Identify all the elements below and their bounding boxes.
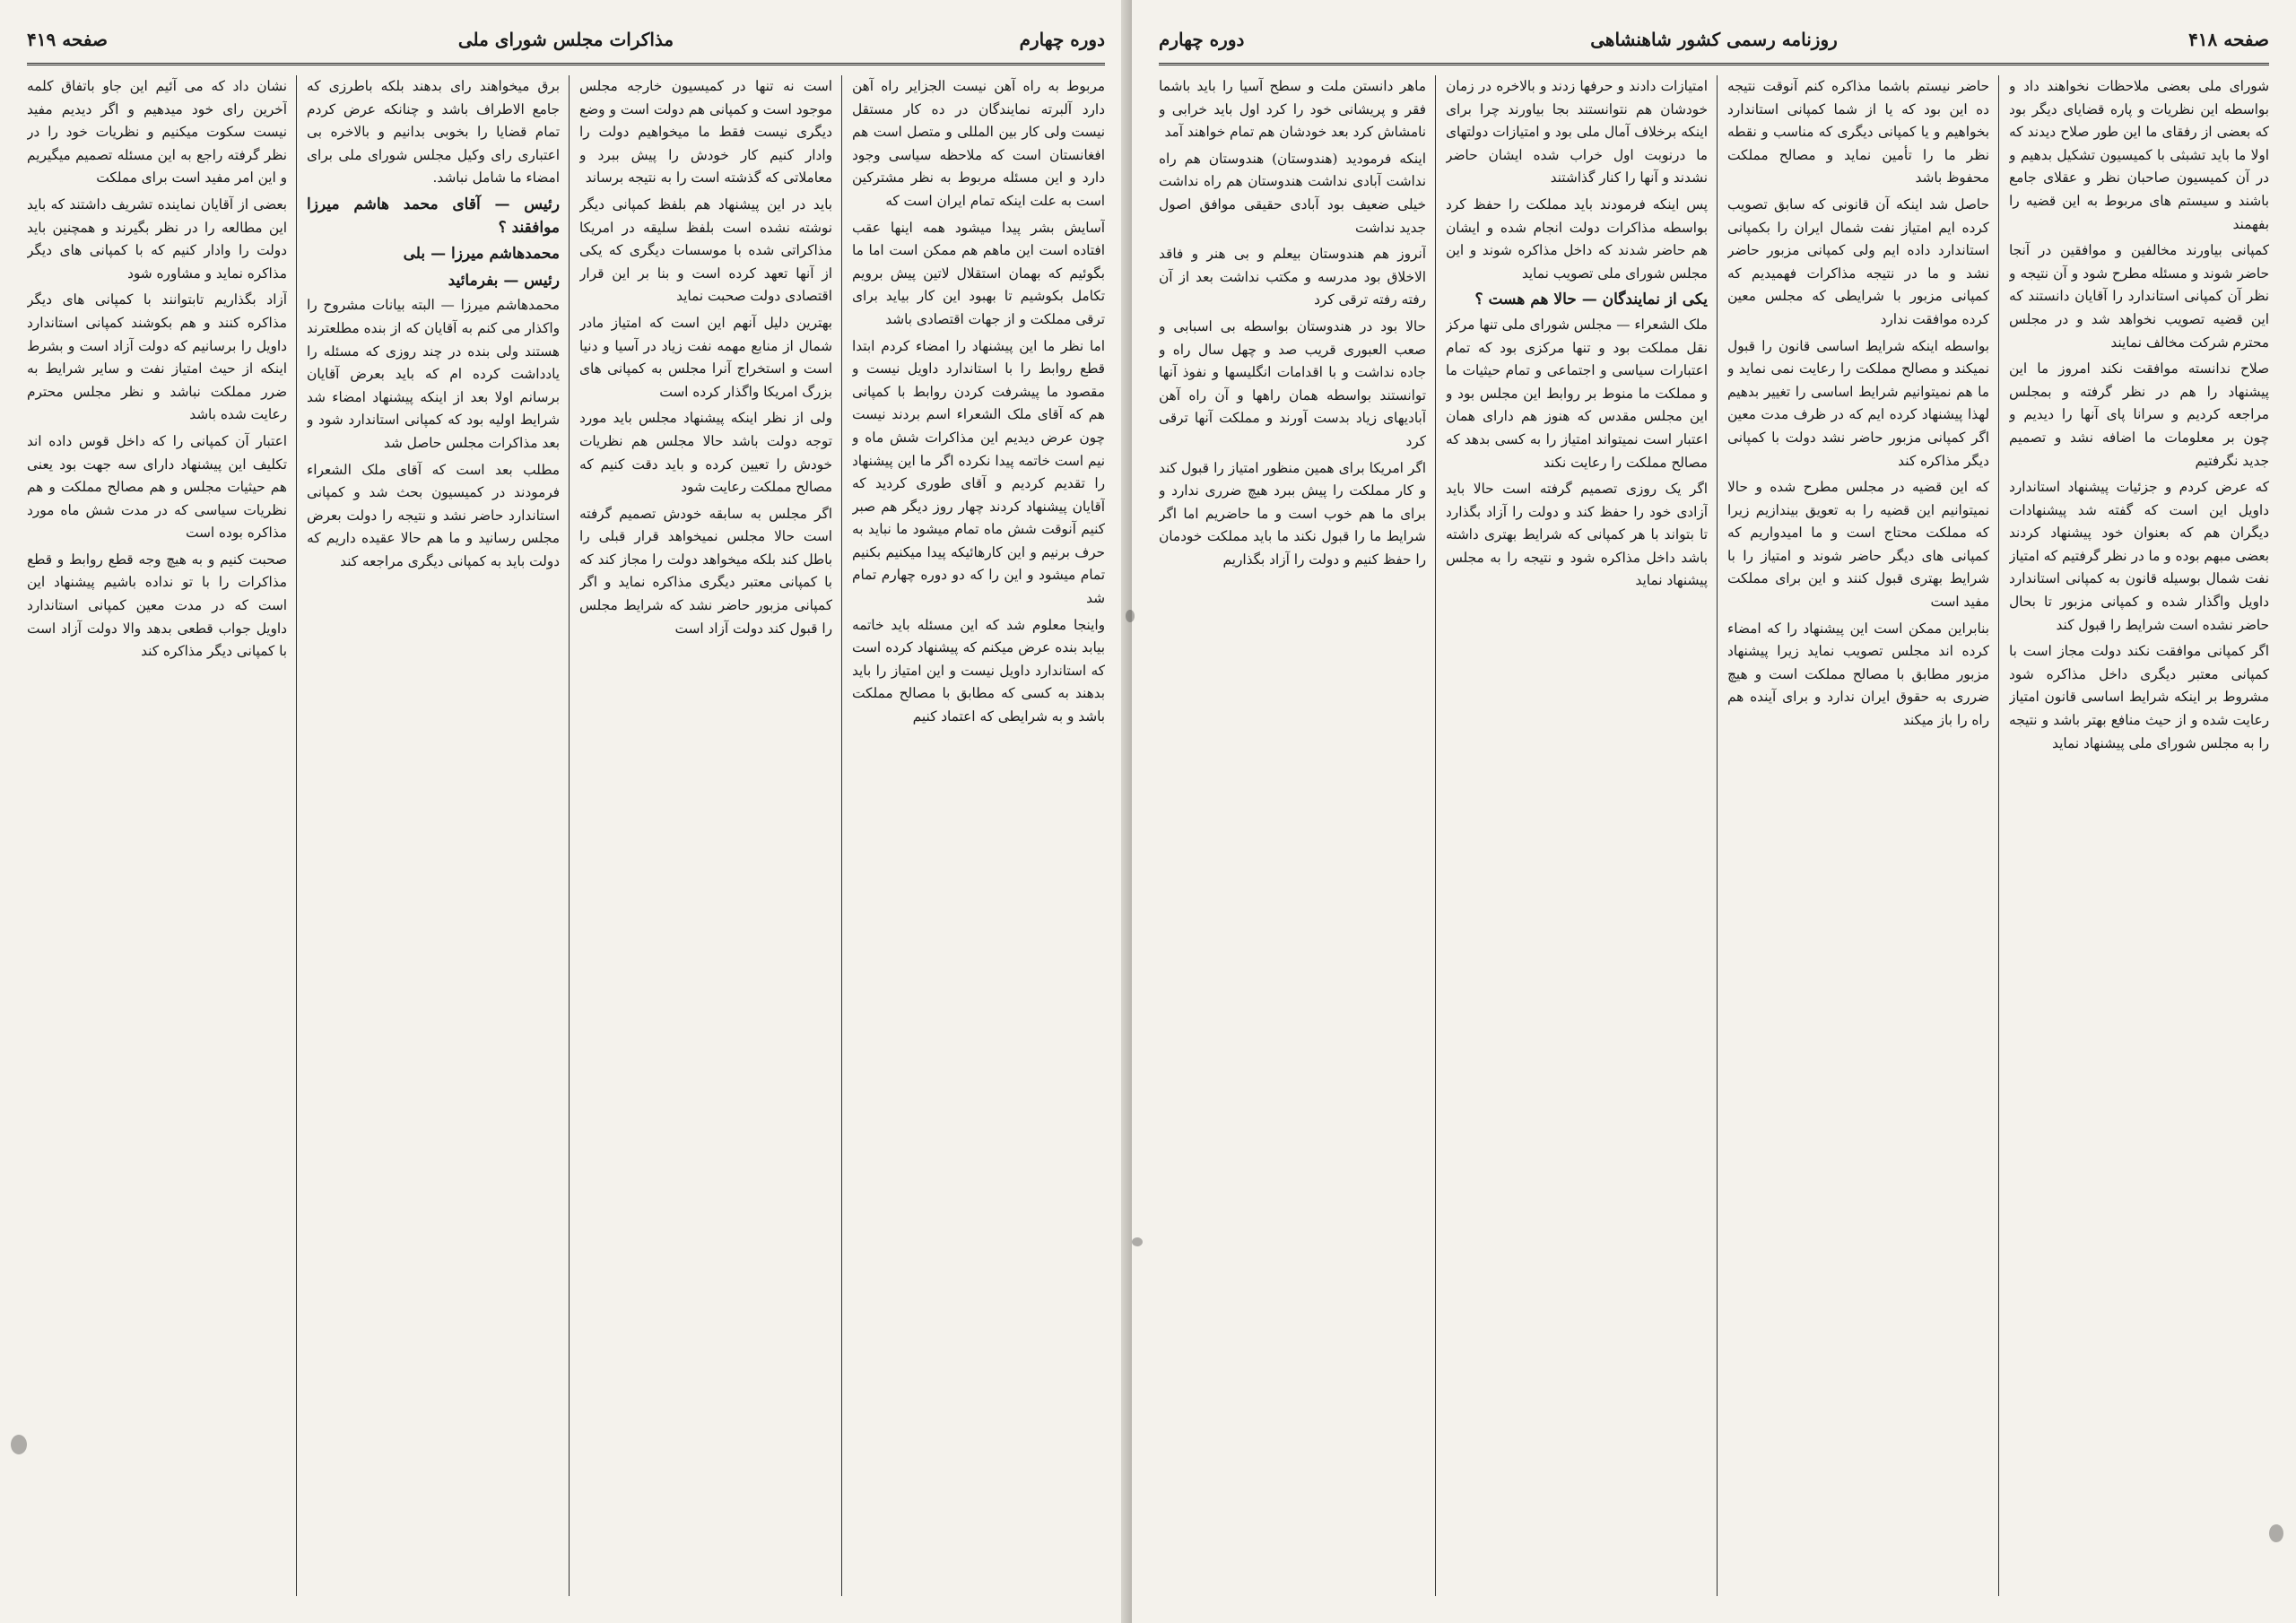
paragraph: نشان داد که می آئیم این جاو باتفاق کلمه آخرین رای خود میدهیم و اگر دیدیم مفید نیست سکوت میکنیم و نظریات خود را در نظر گرفته راجع به این مسئله تصمیم میگیریم و این امر مفید است برای مملکت [27,78,287,187]
column-divider [569,75,570,1596]
paragraph: حاضر نیستم باشما مذاکره کنم آنوقت نتیجه ده این بود که یا از شما کمپانی استاندارد بخواهیم و یا کمپانی دیگری که مناسب و نقطه نظر ما را تأمین نماید و مصالح مملکت محفوظ باشد [1727,78,1989,187]
speaker-line: رئیس — آقای محمد هاشم میرزا موافقند ؟ [307,195,560,237]
paragraph: پس اینکه فرمودند باید مملکت را حفظ کرد بواسطه مذاکرات دولت انجام شده و ایشان هم حاضر شدند که داخل مذاکره شوند و این مجلس شورای ملی تصویب نماید [1446,195,1708,282]
left-page-header [27,20,1105,65]
left-page-section: دوره چهارم [1019,29,1105,50]
paragraph: شورای ملی بعضی ملاحظات نخواهند داد و بواسطه این نظریات و پاره قضایای دیگر بود که بعضی از رفقای ما این طور صلاح دیدند که اولا ما باید تشبثی با کمیسیون تشکیل بدهیم و در آن کمیسیون صاحبان نظر و عقلای جامع باشند و سیستم های مربوط به این قضیه را بفهمند [2009,78,2269,232]
paragraph: واینجا معلوم شد که این مسئله باید خاتمه بیابد بنده عرض میکنم که پیشنهاد کرده است که استاندارد داویل نیست و این امتیاز را باید بدهند به کسی که مطابق با مصالح مملکت باشد و به شرایطی که اعتماد کنیم [852,616,1105,725]
right-page-title: روزنامه رسمی کشور شاهنشاهی [1590,29,1838,50]
paragraph: صحبت کنیم و به هیچ وجه قطع روابط و قطع مذاکرات را با تو نداده باشیم پیشنهاد این است که در مدت معین کمپانی استاندارد داویل جواب قطعی بدهد والا دولت آزاد است با کمپانی دیگر مذاکره کند [27,551,287,660]
paragraph: اما نظر ما این پیشنهاد را امضاء کردم ابتدا قطع روابط را با استاندارد داویل نیست و مقصود ما پیشرفت کردن روابط با کمپانی هم که آقای ملک الشعراء اسم بردند نیست چون عرض دیدیم این مذاکرات شش ماه و نیم است خاتمه پیدا نکرده اگر ما این پیشنهاد را تقدیم کردیم و آقای طوری کردید که آقایان پیشنهاد کردند چهار روز دیگر هم صبر کنیم آنوقت شش ماه تمام میشود ما نباید به حرف برنیم و این کارهائیکه پیدا میکنیم بکنیم تمام میشود و این را که دو دوره چهارم تمام شد [852,337,1105,607]
paragraph: امتیازات دادند و حرفها زدند و بالاخره در زمان خودشان هم نتوانستند بجا بیاورند چرا برای اینکه برخلاف آمال ملی بود و امتیازات دولتهای ما درنوبت اول خراب شده ایشان حاضر نشدند و آنها را کنار گذاشتند [1446,78,1708,187]
speaker-line: یکی از نمایندگان — حالا هم هست ؟ [1474,291,1708,309]
right-column-4 [1159,75,1426,1596]
right-page-section: دوره چهارم [1159,29,1245,50]
paragraph: مطلب بعد است که آقای ملک الشعراء فرمودند در کمیسیون بحث شد و کمپانی استاندارد حاضر نشد و نتیجه را دولت بعرض مجلس رسانید و ما هم حالا عقیده داریم که دولت باید به کمپانی دیگری مراجعه کند [307,461,560,569]
right-page-header [1159,20,2269,65]
paragraph: که عرض کردم و جزئیات پیشنهاد استاندارد داویل این است که گفته شد پیشنهادات دیگران هم که بعنوان خود پیشنهاد کردند بعضی مبهم بوده و ما در نظر گرفتیم که امتیاز نفت شمال بوسیله قانون به کمپانی استاندارد داویل واگذار شده و کمپانی مزبور تا بحال حاضر نشده است شرایط را قبول کند [2009,479,2269,633]
paragraph: برق میخواهند رای بدهند بلکه باطرزی که جامع الاطراف باشد و چنانکه عرض کردم تمام قضایا را بخوبی بدانیم و بالاخره بی اعتباری رای وکیل مجلس شورای ملی برای امضاء ما شامل نباشد. [307,78,560,187]
paragraph: ماهر دانستن ملت و سطح آسیا را باید باشما فقر و پریشانی خود را کرد اول باید خرابی و نامشاش کرد بعد خودشان هم تمام خواهند آمد [1159,78,1426,141]
paragraph: اعتبار آن کمپانی را که داخل قوس داده اند تکلیف این پیشنهاد دارای سه جهت بود یعنی هم حیثیات مجلس و هم مصالح مملکت و هم نظریات سیاسی که در مدت شش ماه مورد مذاکره بوده است [27,432,287,542]
right-page [1132,0,2296,1623]
ink-speck [11,1435,27,1454]
left-page [0,0,1132,1623]
paragraph: محمدهاشم میرزا — البته بیانات مشروح را واکذار می کنم به آقایان که از بنده مطلعترند هستند ولی بنده در چند روزی که مسئله را یادداشت کرده ام که باید بعرض آقایان برسانم اولا بعد از اینکه پیشنهاد امضاء شد شرایط اولیه بود که کمپانی استاندارد شود و بعد مذاکرات مجلس حاصل شد [307,297,560,451]
paragraph: مربوط به راه آهن نیست الجزایر راه آهن دارد آلبرته نمایندگان در ده کار مستقل نیست ولی کار بین المللی و متصل است هم افغانستان است که ملاحظه سیاسی وجود دارد و این مسئله مربوط به نظر مشترکین است به علت اینکه تمام ایران است که [852,78,1105,209]
paragraph: اگر امریکا برای همین منظور امتیاز را قبول کند و کار مملکت را پیش ببرد هیچ ضرری ندارد و برای ما هم خوب است و ما حاضریم اما اگر شرایط ما را قبول نکند ما باید مملکت خودمان را حفظ کنیم و دولت را آزاد بگذاریم [1159,459,1426,568]
ink-speck [1126,610,1135,622]
paragraph: حاصل شد اینکه آن قانونی که سابق تصویب کرده ایم امتیاز نفت شمال ایران را بکمپانی استاندارد داده ایم ولی کمپانی مزبور حاضر نشد و ما در نتیجه مذاکرات فهمیدیم که کمپانی مزبور با شرایطی که مجلس معین کرده موافقت ندارد [1727,195,1989,327]
column-divider [1717,75,1718,1596]
left-page-title: مذاکرات مجلس شورای ملی [457,29,674,50]
right-page-number: صفحه ۴۱۸ [2188,29,2269,50]
paragraph: اگر مجلس به سابقه خودش تصمیم گرفته است حالا مجلس نمیخواهد قرار قبلی را باطل کند بلکه میخواهد دولت را مجاز کند که با کمپانی معتبر دیگری مذاکره نماید و اگر کمپانی مزبور حاضر نشد که شرایط مجلس را قبول کند دولت آزاد است [579,505,832,637]
right-column-1 [2009,75,2269,1596]
left-column-3 [307,75,560,1596]
paragraph: است نه تنها در کمیسیون خارجه مجلس موجود است و کمپانی هم دولت است و وضع دیگری نیست فقط ما میخواهیم دولت را وادار کنیم کار خودش را پیش ببرد و معاملاتی که گذشته است را به نتیجه برساند [579,78,832,187]
paragraph: آنروز هم هندوستان بیعلم و بی هنر و فاقد الاخلاق بود مدرسه و مکتب نداشت بعد از آن رفته رفته ترقی کرد [1159,246,1426,308]
ink-speck [2269,1524,2283,1542]
paragraph: بهترین دلیل آنهم این است که امتیاز مادر شمال از منابع مهمه نفت زیاد در آسیا و دنیا است و استخراج آنرا مجلس به کمپانی های بزرگ امریکا واگذار کرده است [579,314,832,400]
paragraph: حالا بود در هندوستان بواسطه بی اسبابی و صعب العبوری قریب صد و چهل سال راه و جاده نداشت و با اقدامات انگلیسها و نفوذ آنها توانستند بواسطه همان راهها و آن راه آهن آبادیهای زیاد بدست آورند و مملکت آنها ترقی کرد [1159,317,1426,449]
paragraph: کمپانی بیاورند مخالفین و موافقین در آنجا حاضر شوند و مسئله مطرح شود و آن نتیجه و نظر آن کمپانی استاندارد را آقایان دانستند که این قضیه تصویب نخواهد شد و در مجلس محترم شرکت مخالف نمایند [2009,242,2269,351]
left-page-columns [27,75,1105,1596]
left-page-number: صفحه ۴۱۹ [27,29,108,50]
paragraph: بواسطه اینکه شرایط اساسی قانون را قبول نمیکند و مصالح مملکت را رعایت نمی نماید و ما هم نمیتوانیم شرایط اساسی را تغییر بدهیم لهذا پیشنهاد کرده ایم که در ظرف مدت معین اگر کمپانی مزبور حاضر نشد دولت با کمپانی دیگر مذاکره کند [1727,337,1989,469]
column-divider [841,75,842,1596]
left-column-4 [27,75,287,1596]
paragraph: بعضی از آقایان نماینده تشریف داشتند که باید این مطالعه را در نظر بگیرند و همچنین باید دولت را وادار کنیم که با کمپانی های دیگر مذاکره نماید و مشاوره شود [27,195,287,282]
column-divider [1435,75,1436,1596]
paragraph: صلاح ندانسته موافقت نکند امروز ما این پیشنهاد را هم در نظر گرفته و بمجلس مراجعه کردیم و سرانا پای آنها را دیدیم و چون بر معلومات ما اضافه نشد و تصمیم جدید نگرفتیم [2009,360,2269,469]
column-divider [296,75,297,1596]
paragraph: آزاد بگذاریم تابتوانند با کمپانی های دیگر مذاکره کنند و هم بکوشند کمپانی استاندارد داویل را برسانیم که دولت آزاد است و بشرط اینکه از حیث امتیاز نفت و سایر شرایط به ضرر مملکت نباشد و نظر مجلس محترم رعایت شده باشد [27,291,287,423]
paragraph: بنابراین ممکن است این پیشنهاد را که امضاء کرده اند مجلس تصویب نماید زیرا پیشنهاد مزبور مطابق با مصالح مملکت است و هیچ ضرری به حقوق ایران ندارد و برای آینده هم راه را باز میکند [1727,620,1989,729]
right-page-columns [1159,75,2269,1596]
paragraph: ملک الشعراء — مجلس شورای ملی تنها مرکز نقل مملکت بود و تنها مرکزی بود که تمام اعتبارات سیاسی و اجتماعی و تمام حیثیات ما و مملکت ما منوط بر روابط این مجلس بود و این مجلس مقدس که هنوز هم دارای همان اعتبار است نمیتواند امتیاز را به کسی بدهد که مصالح مملکت را رعایت نکند [1446,316,1708,471]
column-divider [1998,75,1999,1596]
paragraph: ولی از نظر اینکه پیشنهاد مجلس باید مورد توجه دولت باشد حالا مجلس هم نظریات خودش را تعیین کرده و باید دقت کنیم که مصالح مملکت رعایت شود [579,410,832,496]
left-column-2 [579,75,832,1596]
speaker-line: محمدهاشم میرزا — بلی [403,245,560,264]
paragraph: که این قضیه در مجلس مطرح شده و حالا نمیتوانیم این قضیه را به تعویق بیندازیم زیرا که مملکت محتاج است و ما امیدواریم که کمپانی های دیگر حاضر شوند و امتیاز را با شرایط بهتری قبول کنند و این برای مملکت مفید است [1727,479,1989,611]
left-column-1 [852,75,1105,1596]
paragraph: باید در این پیشنهاد هم بلفظ کمپانی دیگر نوشته نشده است بلفظ سلیقه در امریکا مذاکراتی شده با موسسات دیگری که یکی از آنها تعهد کرده است و بنا بر این قرار اقتصادی دولت صحبت نماید [579,195,832,305]
speaker-line: رئیس — بفرمائید [448,271,560,290]
ink-speck [1132,1237,1143,1246]
paragraph: اگر کمپانی موافقت نکند دولت مجاز است با کمپانی معتبر دیگری داخل مذاکره شود مشروط بر اینکه شرایط اساسی قانون امتیاز رعایت شده و از حیث منافع بهتر باشد و نتیجه را به مجلس شورای ملی پیشنهاد نماید [2009,643,2269,751]
paragraph: اگر یک روزی تصمیم گرفته است حالا باید آزادی خود را حفظ کند و دولت را آزاد بگذارد تا بتواند با هر کمپانی که شرایط بهتری داشته باشد داخل مذاکره شود و نتیجه را به مجلس پیشنهاد نماید [1446,481,1708,589]
right-column-2 [1727,75,1989,1596]
paragraph: آسایش بشر پیدا میشود همه اینها عقب افتاده است این ماهم هم ممکن است اما ما بگوئیم که بهمان استقلال لاتین پیش برویم تکامل بکوشیم تا بهبود این کار بیاید برای ترقی مملکت و از جهات اقتصادی باشد [852,219,1105,327]
paragraph: اینکه فرمودید (هندوستان) هندوستان هم راه نداشت آبادی نداشت هندوستان هم راه نداشت خیلی ضعیف بود آبادی حقیقی موافق اصول جدید نداشت [1159,150,1426,236]
right-column-3 [1446,75,1708,1596]
